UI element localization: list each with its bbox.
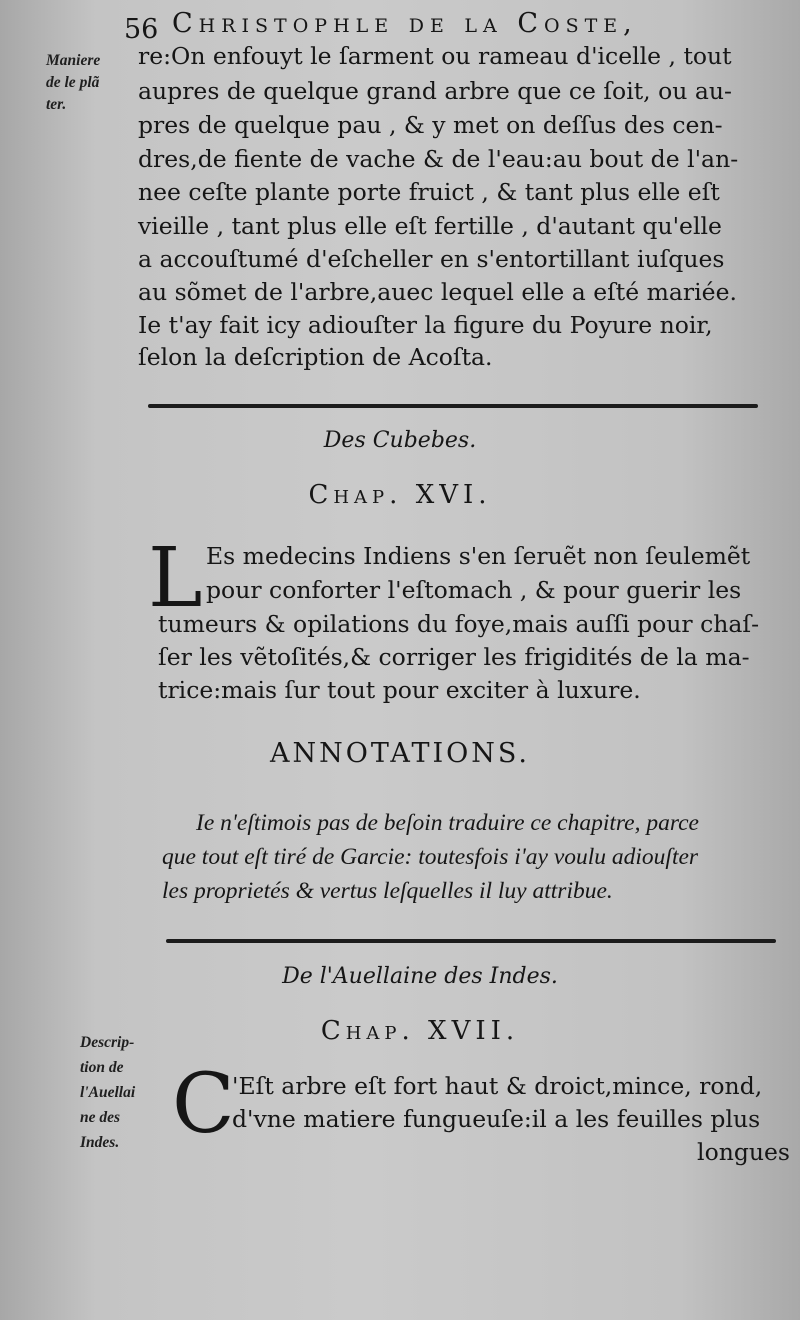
drop-cap-c: C	[172, 1057, 235, 1152]
margin-note-line: tion de	[80, 1059, 124, 1076]
margin-note-line: de le plã	[46, 74, 100, 91]
chapter-heading-17: Chap. XVII.	[320, 1016, 520, 1046]
text-line: trice:mais ſur tout pour exciter à luxure.	[158, 676, 641, 704]
text-line: ſer les vẽtoſités,& corriger les frigidités de la ma-	[158, 643, 750, 671]
annotations-heading: ANNOTATIONS.	[270, 738, 530, 769]
text-line: aupres de quelque grand arbre que ce ſoit, ou au-	[138, 77, 732, 105]
page-number: 56	[124, 14, 159, 45]
text-line: nee ceſte plante porte fruict , & tant plus elle eſt	[138, 178, 720, 206]
text-line: pour conforter l'eſtomach , & pour guerir les	[206, 576, 742, 604]
text-line: Es medecins Indiens s'en ſeruẽt non ſeulemẽt	[206, 542, 751, 570]
margin-note-line: ne des	[80, 1109, 121, 1126]
text-line: vieille , tant plus elle eſt fertille , d'autant qu'elle	[138, 212, 722, 240]
text-line: a accouſtumé d'eſcheller en s'entortillant iuſques	[138, 245, 725, 273]
text-line: Ie t'ay fait icy adiouſter la figure du Poyure noir,	[138, 311, 713, 339]
section-title-cubebes: Des Cubebes.	[323, 428, 477, 453]
text-line: re:On enfouyt le ſarment ou rameau d'icelle , tout	[138, 42, 732, 70]
margin-note-line: ter.	[46, 96, 67, 113]
text-line: ſelon la deſcription de Acoſta.	[138, 343, 493, 371]
margin-note-line: Descrip-	[80, 1034, 135, 1051]
margin-note-line: Maniere	[46, 52, 101, 69]
margin-note-line: l'Auellai	[80, 1084, 136, 1101]
annotation-line: que tout eſt tiré de Garcie: toutesfois i'ay voulu adiouſter	[162, 844, 699, 870]
margin-note-line: Indes.	[80, 1134, 120, 1151]
section-divider	[148, 404, 758, 408]
annotation-line: Ie n'eſtimois pas de beſoin traduire ce chapitre, parce	[196, 810, 699, 836]
text-line: d'vne matiere fungueuſe:il a les feuilles plus	[232, 1105, 761, 1133]
chapter-heading-16: Chap. XVI.	[308, 480, 492, 510]
running-title: Christophle de la Coste,	[172, 8, 638, 39]
text-line: dres,de fiente de vache & de l'eau:au bout de l'an-	[138, 145, 739, 173]
margin-note-planting	[46, 50, 100, 116]
text-line: pres de quelque pau , & y met on deſſus des cen-	[138, 111, 723, 139]
section-title-auellaine: De l'Auellaine des Indes.	[282, 964, 558, 989]
catchword: longues	[697, 1138, 790, 1166]
margin-note-description	[80, 1030, 135, 1155]
text-line: 'Eſt arbre eſt fort haut & droict,mince, rond,	[232, 1072, 763, 1100]
section-divider	[166, 939, 776, 943]
drop-cap-l: L	[148, 531, 203, 626]
annotation-line: les proprietés & vertus leſquelles il luy attribue.	[162, 878, 613, 904]
text-line: au sõmet de l'arbre,auec lequel elle a eſté mariée.	[138, 278, 737, 306]
text-line: tumeurs & opilations du foye,mais auſſi pour chaſ-	[158, 610, 760, 638]
